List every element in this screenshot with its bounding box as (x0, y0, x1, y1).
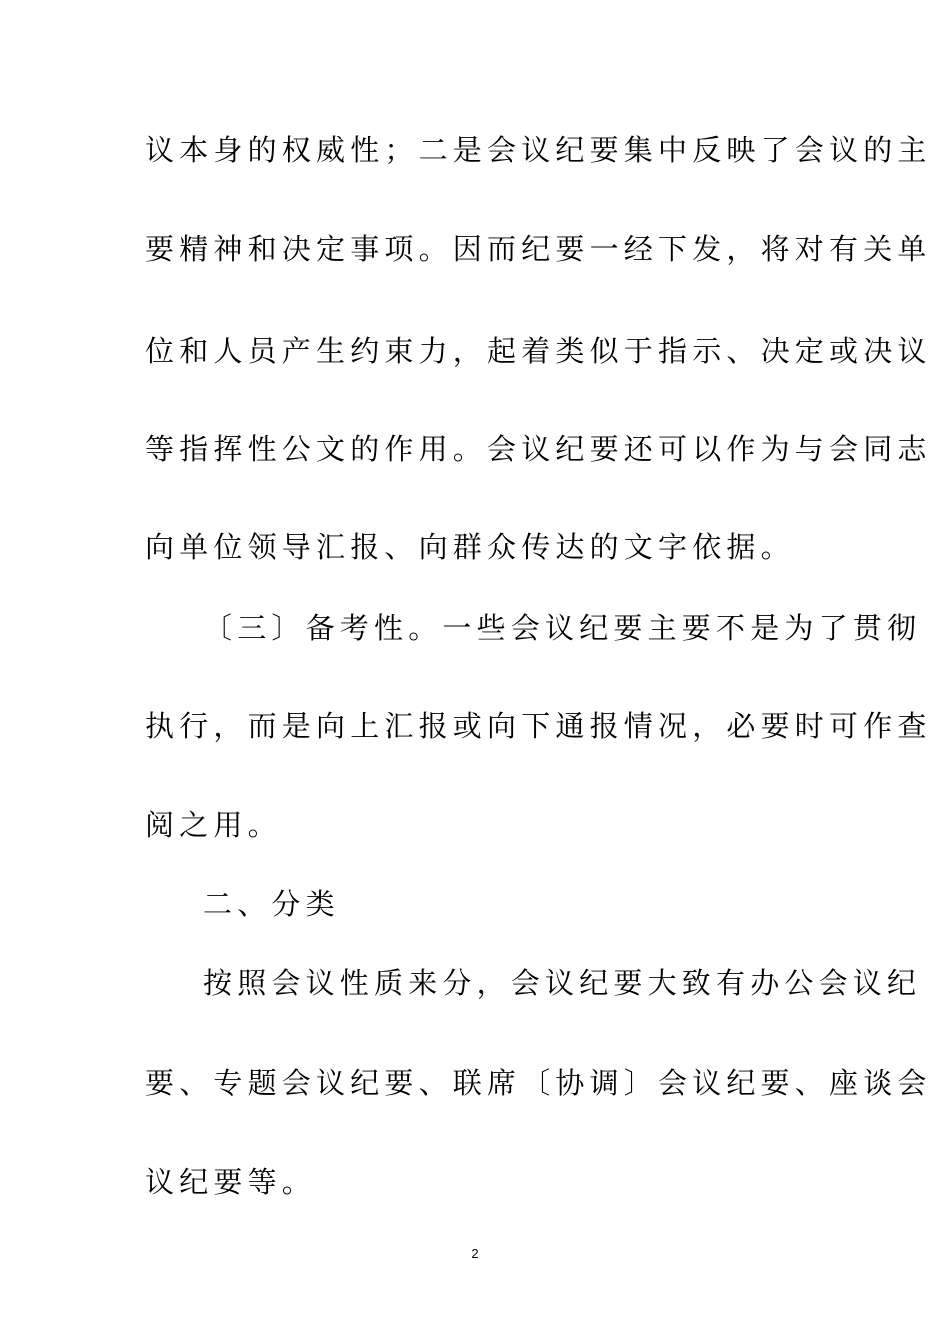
text-line: 位和人员产生约束力，起着类似于指示、决定或决议 (145, 334, 932, 368)
text-line: 阅之用。 (145, 808, 282, 842)
text-line: 等指挥性公文的作用。会议纪要还可以作为与会同志 (145, 432, 932, 466)
text-line: 要、专题会议纪要、联席〔协调〕会议纪要、座谈会 (145, 1066, 932, 1100)
text-line: 议本身的权威性；二是会议纪要集中反映了会议的主 (145, 133, 932, 167)
text-line: 向单位领导汇报、向群众传达的文字依据。 (145, 530, 795, 564)
paragraph-start-line: 〔三〕备考性。一些会议纪要主要不是为了贯彻 (203, 611, 922, 645)
section-heading: 二、分类 (203, 887, 340, 921)
page-number: 2 (471, 1246, 479, 1261)
text-line: 议纪要等。 (145, 1165, 317, 1199)
text-line: 执行，而是向上汇报或向下通报情况，必要时可作查 (145, 709, 932, 743)
text-line: 要精神和决定事项。因而纪要一经下发，将对有关单 (145, 232, 932, 266)
paragraph-start-line: 按照会议性质来分，会议纪要大致有办公会议纪 (203, 966, 922, 1000)
